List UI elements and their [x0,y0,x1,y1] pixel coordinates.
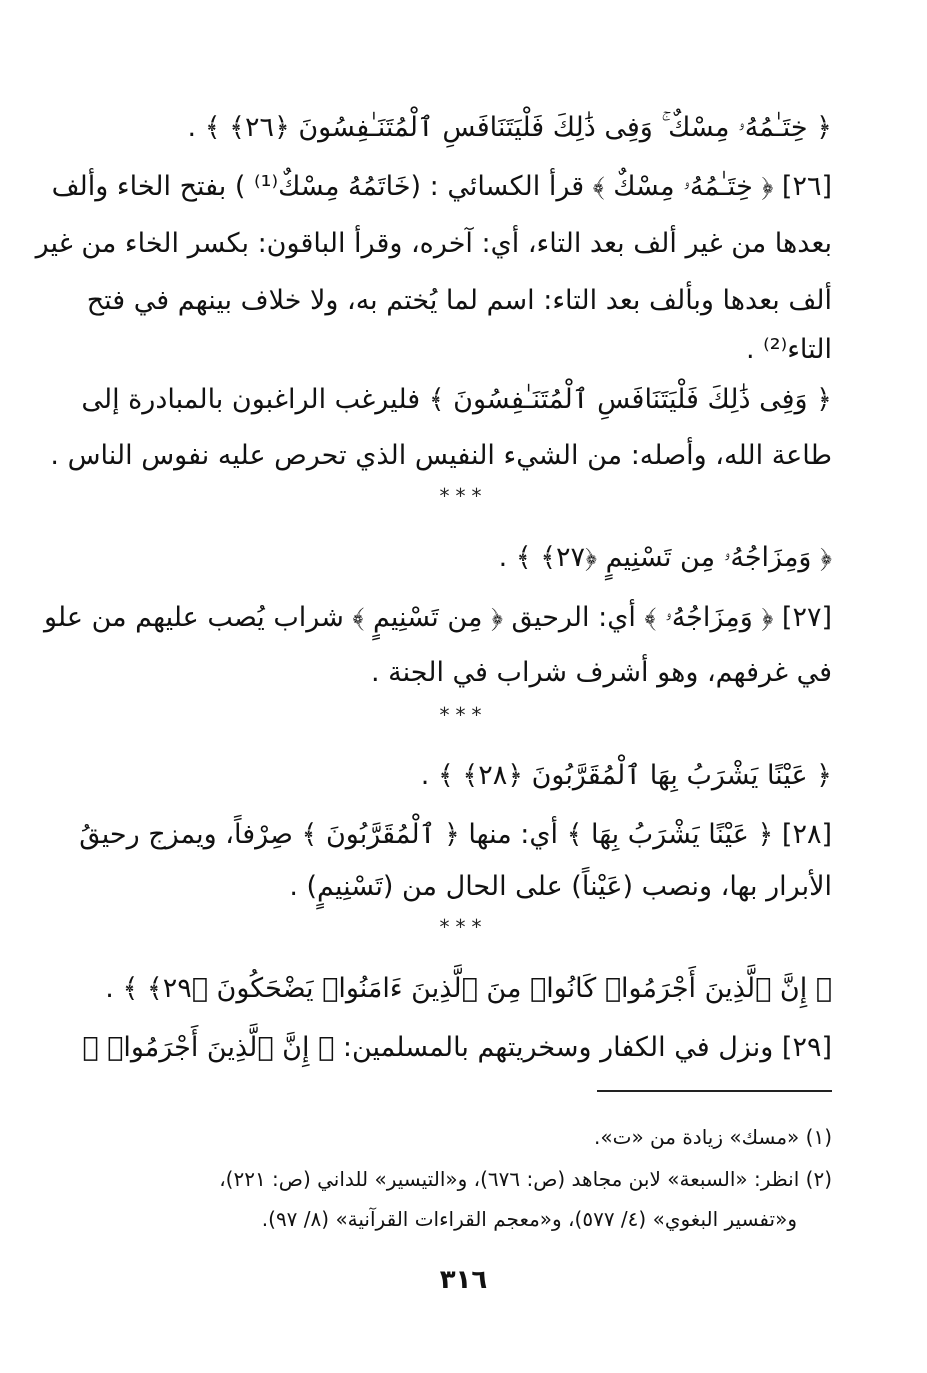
paragraph-line: في غرفهم، وهو أشرف شراب في الجنة . [371,657,832,688]
footnote-divider [597,1090,832,1092]
paragraph-line: [٢٦] ﴿ خِتَـٰمُهُۥ مِسْكٌ ﴾ قرأ الكسائي : (خَاتَمُهُ مِسْكٌ⁽¹⁾ ) بفتح الخاء وألف [51,171,832,202]
footnote-2: (٢) انظر: «السبعة» لابن مجاهد (ص: ٦٧٦)، و«التيسير» للداني (ص: ٢٢١)، [219,1167,832,1191]
section-separator: *** [439,484,488,508]
verse-26: ﴿ خِتَـٰمُهُۥ مِسْكٌ ۚ وَفِى ذَٰلِكَ فَلْيَتَنَافَسِ ٱلْمُتَنَـٰفِسُونَ ﴿٢٦﴾ ﴾ . [187,112,832,143]
section-separator: *** [439,703,488,727]
paragraph-line: طاعة الله، وأصله: من الشيء النفيس الذي تحرص عليه نفوس الناس . [50,440,832,471]
page-number: ٣١٦ [439,1265,488,1295]
paragraph-line: التاء⁽²⁾ . [745,334,832,365]
section-separator: *** [439,915,488,939]
paragraph-line: ألف بعدها وبألف بعد التاء: اسم لما يُختم به، ولا خلاف بينهم في فتح [86,285,832,316]
paragraph-line: [٢٨] ﴿ عَيْنًا يَشْرَبُ بِهَا ﴾ أي: منها ﴿ ٱلْمُقَرَّبُونَ ﴾ صِرْفاً، ويمزج رحيقُ [79,819,832,850]
paragraph-line: ﴿ وَفِى ذَٰلِكَ فَلْيَتَنَافَسِ ٱلْمُتَنَـٰفِسُونَ ﴾ فليرغب الراغبون بالمبادرة إلى [81,384,832,415]
verse-27: ﴿ وَمِزَاجُهُۥ مِن تَسْنِيمٍ ﴿٢٧﴾ ﴾ . [498,542,832,573]
paragraph-line: [٢٩] ونزل في الكفار وسخريتهم بالمسلمين: ﴿ إِنَّ ٱلَّذِينَ أَجْرَمُوا۟ ﴾ [82,1032,832,1063]
footnote-1: (١) «مسك» زيادة من «ت». [594,1125,832,1149]
paragraph-line: [٢٧] ﴿ وَمِزَاجُهُۥ ﴾ أي: الرحيق ﴿ مِن تَسْنِيمٍ ﴾ شراب يُصب عليهم من علو [43,602,832,633]
verse-29: ﴿ إِنَّ ٱلَّذِينَ أَجْرَمُوا۟ كَانُوا۟ مِنَ ٱلَّذِينَ ءَامَنُوا۟ يَضْحَكُونَ ﴿٢٩﴾ ﴾ . [105,973,832,1004]
verse-28: ﴿ عَيْنًا يَشْرَبُ بِهَا ٱلْمُقَرَّبُونَ ﴿٢٨﴾ ﴾ . [420,760,832,791]
paragraph-line: الأبرار بها، ونصب (عَيْناً) على الحال من (تَسْنِيمٍ) . [289,871,832,902]
paragraph-line: بعدها من غير ألف بعد التاء، أي: آخره، وقرأ الباقون: بكسر الخاء من غير [35,228,832,259]
footnote-2-continued: و«تفسير البغوي» (٤/ ٥٧٧)، و«معجم القراءات القرآنية» (٨/ ٩٧). [261,1207,797,1231]
